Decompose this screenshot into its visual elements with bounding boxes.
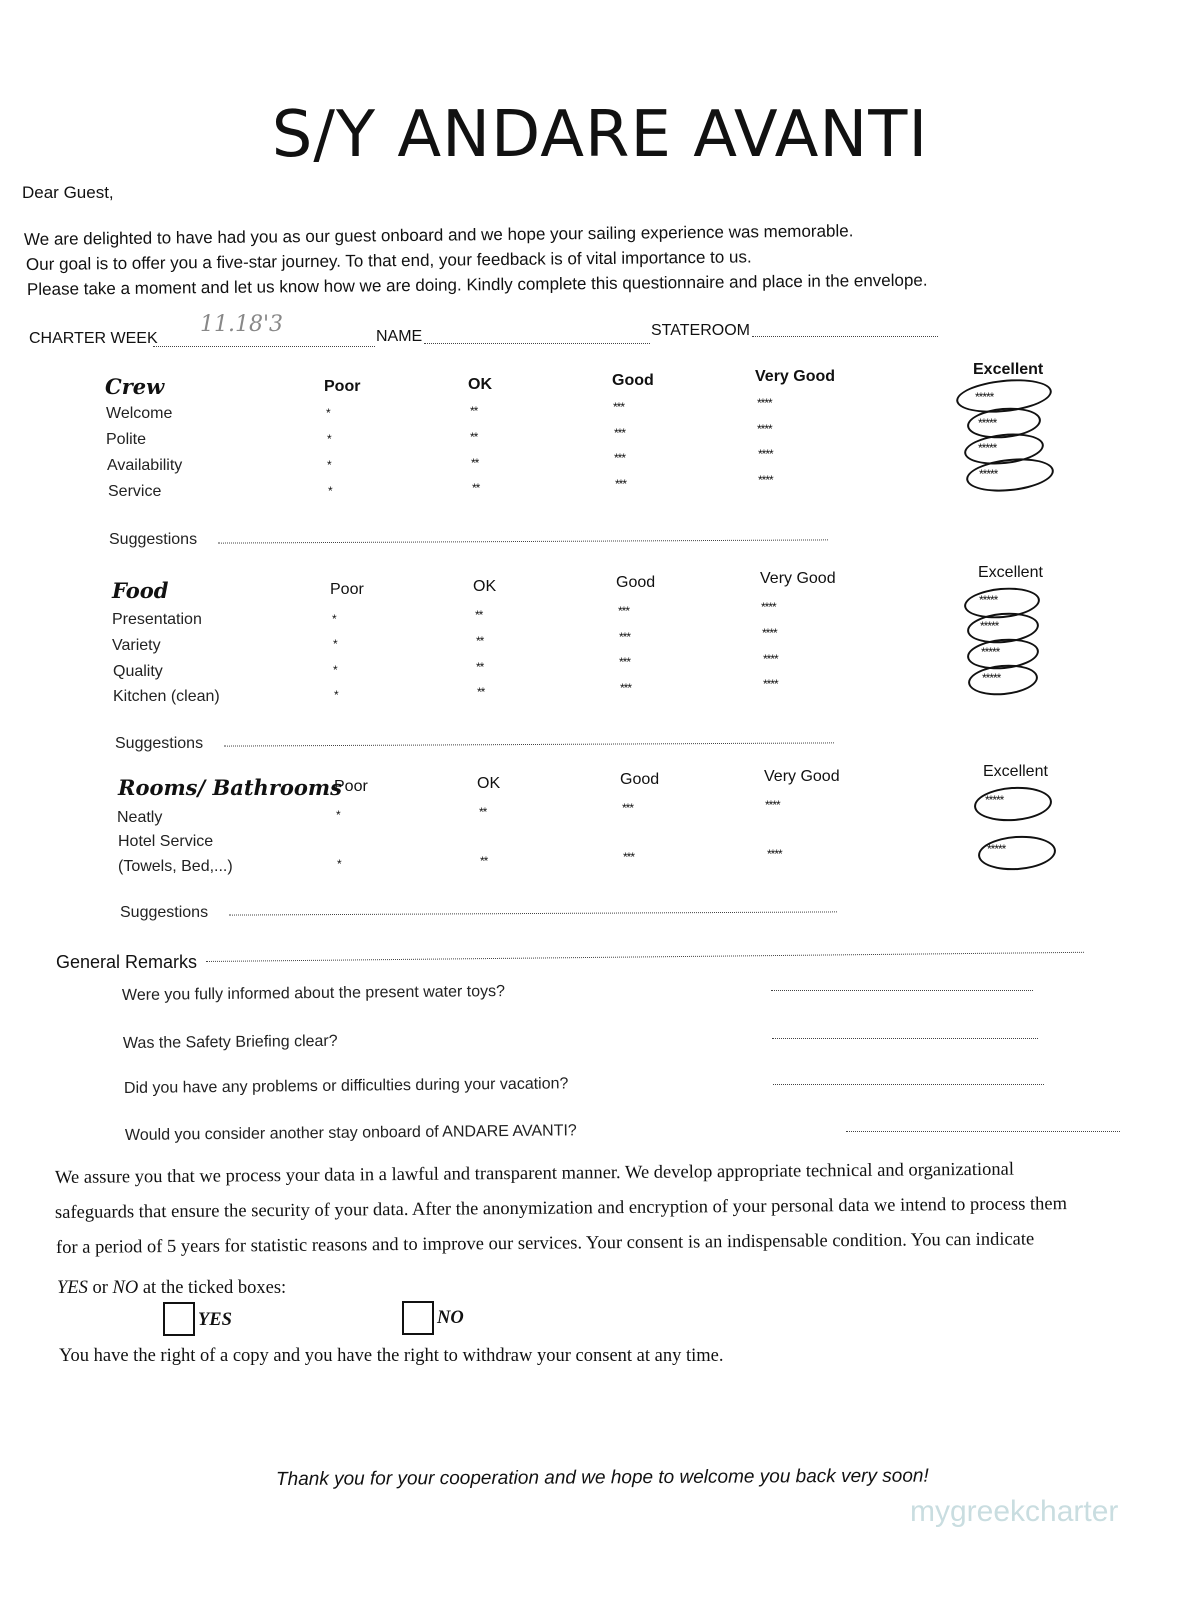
page-title: S/Y ANDARE AVANTI	[271, 98, 929, 172]
rating-ok[interactable]: **	[476, 634, 484, 648]
rating-very-good[interactable]: ****	[757, 422, 772, 436]
question-safety-briefing: Was the Safety Briefing clear?	[122, 1032, 338, 1052]
answer-another-stay[interactable]	[846, 1131, 1120, 1132]
rating-good[interactable]: ***	[618, 604, 630, 618]
greeting: Dear Guest,	[22, 183, 114, 202]
item-quality: Quality	[113, 663, 163, 680]
col-poor: Poor	[324, 378, 361, 395]
item-kitchen: Kitchen (clean)	[113, 688, 220, 705]
item-presentation: Presentation	[112, 611, 202, 628]
selection-circle	[977, 833, 1057, 872]
stateroom-field[interactable]	[752, 336, 938, 337]
col-excellent: Excellent	[978, 564, 1043, 581]
charter-week-label: CHARTER WEEK	[29, 330, 158, 347]
rating-excellent-selected[interactable]: *****	[981, 645, 1000, 659]
consent-yes-checkbox[interactable]	[163, 1302, 195, 1336]
consent-line-4	[57, 1278, 286, 1299]
intro-line-3: Please take a moment and let us know how we are doing. Kindly complete this questionnaire and place in the envelope.	[26, 270, 928, 299]
consent-yes-label: YES	[198, 1310, 232, 1330]
rating-very-good[interactable]: ****	[765, 798, 780, 812]
section-title-rooms: Rooms/ Bathrooms	[118, 775, 342, 800]
rating-poor[interactable]: *	[336, 808, 340, 822]
col-good: Good	[612, 372, 654, 389]
rating-very-good[interactable]: ****	[758, 447, 773, 461]
selection-circle	[973, 784, 1053, 823]
answer-water-toys[interactable]	[771, 990, 1033, 991]
col-good: Good	[616, 574, 656, 591]
charter-week-field[interactable]	[153, 346, 375, 347]
col-poor: Poor	[330, 581, 364, 598]
rating-good[interactable]: ***	[619, 655, 631, 669]
rating-very-good[interactable]: ****	[757, 396, 772, 410]
col-good: Good	[620, 771, 660, 788]
rating-ok[interactable]: **	[476, 660, 484, 674]
suggestions-field-crew[interactable]	[218, 539, 828, 543]
rating-excellent-selected[interactable]: *****	[979, 593, 998, 607]
selection-circle	[967, 662, 1039, 698]
rating-excellent-selected[interactable]: *****	[987, 842, 1006, 856]
name-label: NAME	[376, 328, 423, 345]
answer-safety-briefing[interactable]	[772, 1038, 1038, 1039]
rating-ok[interactable]: **	[479, 805, 487, 819]
rating-excellent-selected[interactable]: *****	[982, 671, 1001, 685]
col-ok: OK	[477, 775, 501, 792]
rating-ok[interactable]: **	[477, 685, 485, 699]
suggestions-label: Suggestions	[120, 904, 209, 921]
section-title-food: Food	[112, 578, 169, 603]
section-title-crew: Crew	[105, 374, 165, 399]
rating-poor[interactable]: *	[328, 484, 332, 498]
rating-poor[interactable]: *	[334, 688, 338, 702]
rating-poor[interactable]: *	[337, 857, 341, 871]
item-variety: Variety	[112, 637, 161, 654]
charter-week-handwriting: 11.18'3	[200, 312, 284, 337]
rating-ok[interactable]: **	[480, 854, 488, 868]
col-very-good: Very Good	[755, 368, 836, 385]
consent-yes-text: YES	[57, 1278, 88, 1298]
rating-good[interactable]: ***	[614, 426, 626, 440]
general-remarks-label: General Remarks	[56, 952, 198, 972]
rating-excellent-selected[interactable]: *****	[978, 441, 997, 455]
consent-no-text: NO	[112, 1278, 139, 1298]
item-service: Service	[108, 483, 162, 500]
consent-or-text: or	[87, 1278, 113, 1298]
col-ok: OK	[473, 578, 497, 595]
consent-rest-text: at the ticked boxes:	[138, 1278, 287, 1298]
col-poor: Poor	[334, 778, 368, 795]
consent-line-3: for a period of 5 years for statistic reasons and to improve our services. Your consent is an indispensable condition. You can indicate	[55, 1229, 1035, 1258]
rating-excellent-selected[interactable]: *****	[975, 390, 994, 404]
suggestions-label: Suggestions	[109, 531, 198, 548]
rating-very-good[interactable]: ****	[763, 677, 778, 691]
item-hotel-service: Hotel Service	[118, 833, 214, 850]
rating-good[interactable]: ***	[622, 801, 634, 815]
stateroom-label: STATEROOM	[651, 322, 750, 339]
rating-good[interactable]: ***	[619, 630, 631, 644]
rating-very-good[interactable]: ****	[758, 473, 773, 487]
rating-good[interactable]: ***	[614, 451, 626, 465]
rating-poor[interactable]: *	[326, 406, 330, 420]
rating-ok[interactable]: **	[470, 430, 478, 444]
col-excellent: Excellent	[983, 763, 1048, 780]
item-availability: Availability	[107, 457, 183, 474]
rating-poor[interactable]: *	[333, 663, 337, 677]
suggestions-field-rooms[interactable]	[229, 911, 837, 915]
answer-problems[interactable]	[773, 1084, 1044, 1085]
rights-statement: You have the right of a copy and you have the right to withdraw your consent at any time.	[59, 1346, 724, 1366]
rating-ok[interactable]: **	[470, 404, 478, 418]
thank-you-note: Thank you for your cooperation and we hope to welcome you back very soon!	[275, 1465, 929, 1490]
col-excellent: Excellent	[973, 361, 1044, 378]
item-neatly: Neatly	[117, 809, 163, 826]
item-polite: Polite	[106, 431, 147, 448]
rating-excellent-selected[interactable]: *****	[978, 416, 997, 430]
rating-very-good[interactable]: ****	[761, 600, 776, 614]
rating-poor[interactable]: *	[333, 637, 337, 651]
question-water-toys: Were you fully informed about the present water toys?	[121, 982, 506, 1004]
intro-line-1: We are delighted to have had you as our guest onboard and we hope your sailing experience was memorable.	[23, 221, 854, 249]
rating-ok[interactable]: **	[475, 608, 483, 622]
rating-good[interactable]: ***	[613, 400, 625, 414]
general-remarks-field[interactable]	[206, 952, 1084, 962]
rating-very-good[interactable]: ****	[762, 626, 777, 640]
consent-line-1: We assure you that we process your data in a lawful and transparent manner. We develop appropriate technical and organizational	[54, 1159, 1015, 1188]
rating-excellent-selected[interactable]: *****	[980, 619, 999, 633]
name-field[interactable]	[424, 343, 650, 344]
col-very-good: Very Good	[760, 570, 836, 587]
consent-no-label: NO	[437, 1308, 464, 1328]
rating-ok[interactable]: **	[471, 456, 479, 470]
rating-good[interactable]: ***	[615, 477, 627, 491]
question-problems: Did you have any problems or difficulties during your vacation?	[123, 1075, 569, 1097]
intro-line-2: Our goal is to offer you a five-star journey. To that end, your feedback is of vital importance to us.	[25, 247, 752, 274]
suggestions-field-food[interactable]	[224, 742, 834, 746]
watermark: mygreekcharter	[910, 1495, 1119, 1528]
rating-poor[interactable]: *	[327, 458, 331, 472]
col-very-good: Very Good	[764, 768, 840, 785]
item-welcome: Welcome	[106, 405, 173, 422]
rating-poor[interactable]: *	[327, 432, 331, 446]
consent-no-checkbox[interactable]	[402, 1301, 434, 1335]
consent-line-2: safeguards that ensure the security of your data. After the anonymization and encryption of your personal data we intend to process them	[54, 1194, 1068, 1223]
rating-excellent-selected[interactable]: *****	[985, 793, 1004, 807]
col-ok: OK	[468, 376, 492, 393]
rating-good[interactable]: ***	[620, 681, 632, 695]
rating-ok[interactable]: **	[472, 481, 480, 495]
rating-poor[interactable]: *	[332, 612, 336, 626]
rating-very-good[interactable]: ****	[767, 847, 782, 861]
rating-very-good[interactable]: ****	[763, 652, 778, 666]
rating-good[interactable]: ***	[623, 850, 635, 864]
question-another-stay: Would you consider another stay onboard of ANDARE AVANTI?	[124, 1122, 577, 1144]
item-towels-bed: (Towels, Bed,...)	[118, 858, 233, 875]
rating-excellent-selected[interactable]: *****	[979, 467, 998, 481]
suggestions-label: Suggestions	[115, 735, 204, 752]
